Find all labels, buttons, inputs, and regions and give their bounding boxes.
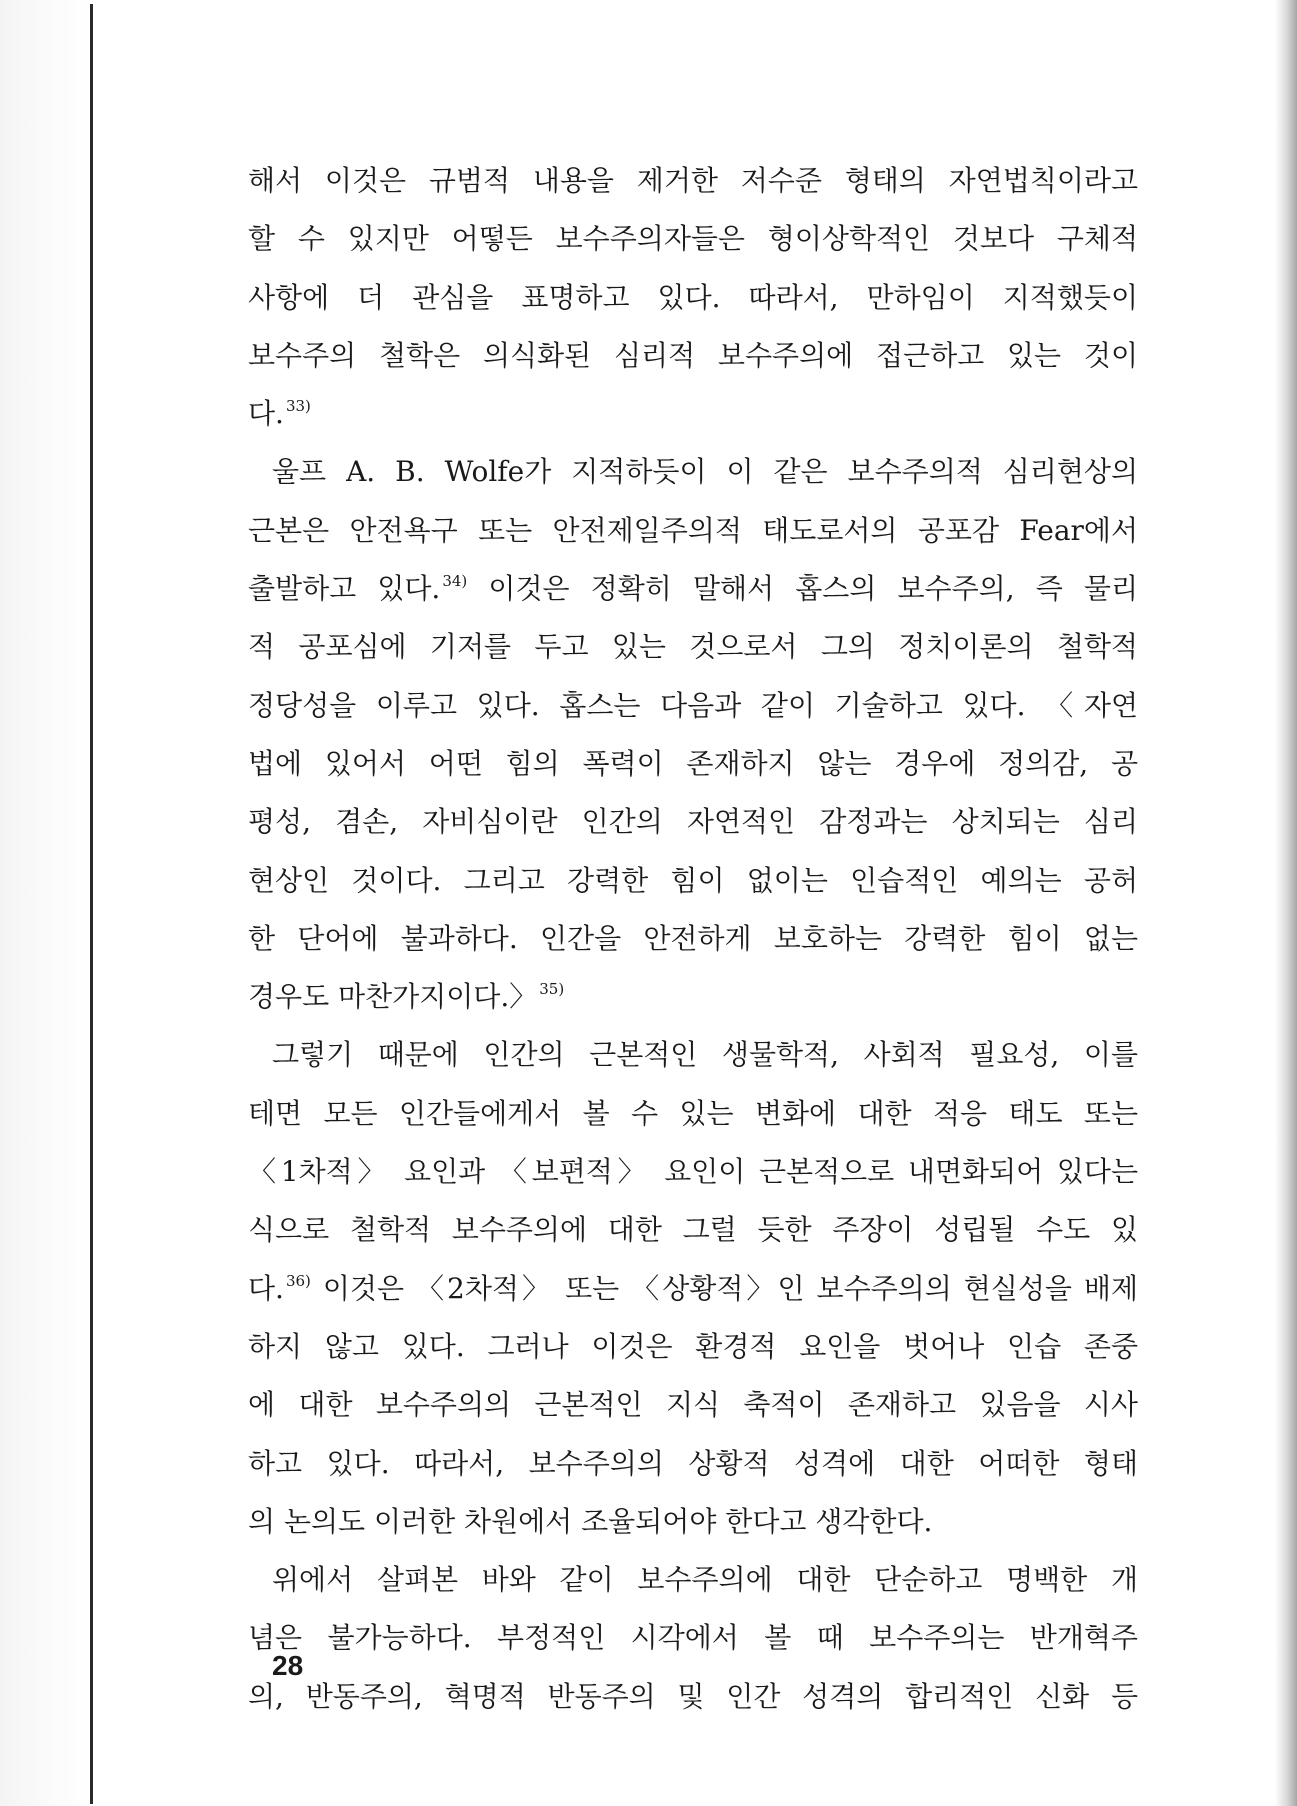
- text-line: [248, 385, 1138, 443]
- page-shadow-left: [0, 0, 90, 1806]
- text-line: [248, 1260, 1138, 1318]
- text-segment: 출발하고 있다.: [248, 572, 441, 606]
- text-line: [248, 327, 1138, 385]
- text-segment: 한 단어에 불과하다. 인간을 안전하게 보호하는 강력한 힘이 없는: [248, 921, 1138, 955]
- text-segment: 이것은 정확히 말해서 홉스의 보수주의, 즉 물리: [467, 572, 1138, 606]
- text-segment: 〈1차적〉 요인과 〈보편적〉 요인이 근본적으로 내면화되어 있다는: [248, 1155, 1138, 1189]
- text-line: [248, 1201, 1138, 1259]
- text-segment: 하고 있다. 따라서, 보수주의의 상황적 성격에 대한 어떠한 형태: [248, 1446, 1138, 1480]
- text-segment: 다.: [248, 397, 284, 431]
- text-segment: 경우도 마찬가지이다.〉: [248, 980, 538, 1014]
- body-text: [248, 152, 1138, 1726]
- text-line: [248, 677, 1138, 735]
- text-segment: 법에 있어서 어떤 힘의 폭력이 존재하지 않는 경우에 정의감, 공: [248, 746, 1138, 780]
- text-line: [248, 443, 1138, 501]
- text-line: [248, 910, 1138, 968]
- text-line: [248, 735, 1138, 793]
- text-line: [248, 502, 1138, 560]
- text-line: [248, 560, 1138, 618]
- text-segment: 이것은 〈2차적〉 또는 〈상황적〉인 보수주의의 현실성을 배제: [310, 1271, 1138, 1305]
- text-line: [248, 1493, 1138, 1551]
- text-segment: 근본은 안전욕구 또는 안전제일주의적 태도로서의 공포감 Fear에서: [248, 513, 1138, 547]
- text-line: [248, 1318, 1138, 1376]
- text-line: [248, 793, 1138, 851]
- text-line: [248, 968, 1138, 1026]
- text-line: [248, 269, 1138, 327]
- text-line: [248, 1551, 1138, 1609]
- text-segment: 사항에 더 관심을 표명하고 있다. 따라서, 만하임이 지적했듯이: [248, 280, 1138, 314]
- page-number: 28: [272, 1650, 304, 1681]
- footnote-marker: 35): [539, 980, 565, 999]
- text-line: [248, 852, 1138, 910]
- text-segment: 념은 불가능하다. 부정적인 시각에서 볼 때 보수주의는 반개혁주: [248, 1621, 1138, 1655]
- text-segment: 현상인 것이다. 그리고 강력한 힘이 없이는 인습적인 예의는 공허: [248, 863, 1138, 897]
- text-segment: 적 공포심에 기저를 두고 있는 것으로서 그의 정치이론의 철학적: [248, 630, 1138, 664]
- text-segment: 해서 이것은 규범적 내용을 제거한 저수준 형태의 자연법칙이라고: [248, 164, 1138, 197]
- text-line: [248, 1668, 1138, 1726]
- text-segment: 보수주의 철학은 의식화된 심리적 보수주의에 접근하고 있는 것이: [248, 338, 1138, 372]
- footnote-marker: 36): [285, 1271, 311, 1290]
- text-segment: 위에서 살펴본 바와 같이 보수주의에 대한 단순하고 명백한 개: [272, 1563, 1138, 1597]
- text-line: [248, 1143, 1138, 1201]
- page-edge-right: [1275, 0, 1297, 1806]
- text-segment: 그렇기 때문에 인간의 근본적인 생물학적, 사회적 필요성, 이를: [272, 1038, 1138, 1072]
- footnote-marker: 34): [442, 572, 468, 591]
- text-segment: 다.: [248, 1271, 284, 1305]
- text-line: [248, 1026, 1138, 1084]
- text-segment: 테면 모든 인간들에게서 볼 수 있는 변화에 대한 적응 태도 또는: [248, 1096, 1138, 1130]
- text-segment: 하지 않고 있다. 그러나 이것은 환경적 요인을 벗어나 인습 존중: [248, 1329, 1138, 1363]
- footnote-marker: 33): [285, 397, 311, 416]
- text-segment: 평성, 겸손, 자비심이란 인간의 자연적인 감정과는 상치되는 심리: [248, 805, 1138, 839]
- text-line: [248, 1609, 1138, 1667]
- text-line: [248, 210, 1138, 268]
- text-line: [248, 618, 1138, 676]
- text-segment: 정당성을 이루고 있다. 홉스는 다음과 같이 기술하고 있다. 〈자연: [248, 688, 1138, 722]
- text-line: [248, 1435, 1138, 1493]
- text-segment: 울프 A. B. Wolfe가 지적하듯이 이 같은 보수주의적 심리현상의: [272, 455, 1138, 489]
- text-line: [248, 1376, 1138, 1434]
- text-segment: 의 논의도 이러한 차원에서 조율되어야 한다고 생각한다.: [248, 1504, 933, 1538]
- text-line: [248, 152, 1138, 210]
- text-segment: 에 대한 보수주의의 근본적인 지식 축적이 존재하고 있음을 시사: [248, 1388, 1138, 1422]
- text-segment: 의, 반동주의, 혁명적 반동주의 및 인간 성격의 합리적인 신화 등: [248, 1679, 1138, 1713]
- text-segment: 식으로 철학적 보수주의에 대한 그럴 듯한 주장이 성립될 수도 있: [248, 1213, 1138, 1247]
- text-segment: 할 수 있지만 어떻든 보수주의자들은 형이상학적인 것보다 구체적: [248, 222, 1138, 256]
- text-line: [248, 1085, 1138, 1143]
